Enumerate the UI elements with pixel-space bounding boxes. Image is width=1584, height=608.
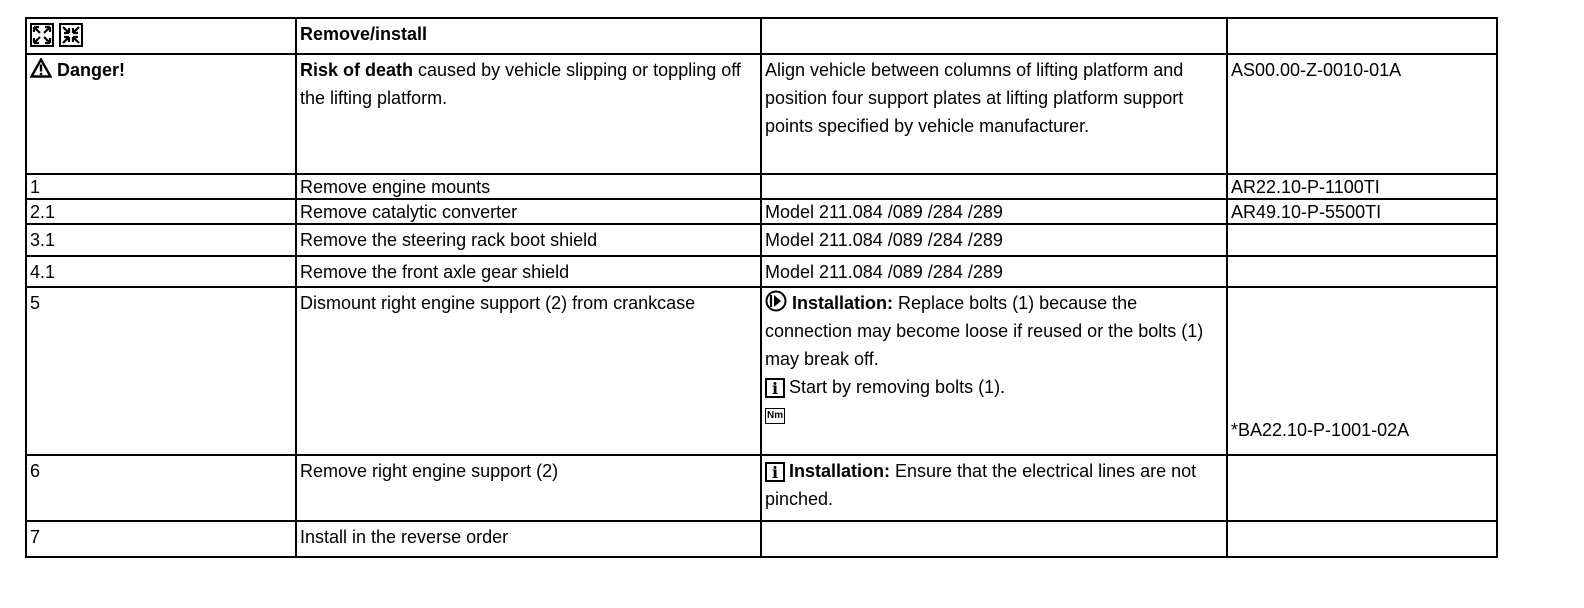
danger-risk-cell: [296, 54, 761, 174]
table-row: [26, 287, 1497, 455]
step-task: Dismount right engine support (2) from crankcase: [296, 287, 761, 455]
info-icon: i: [765, 378, 785, 398]
step-ref: AR49.10-P-5500TI: [1227, 199, 1497, 224]
info-icon: i: [765, 462, 785, 482]
table-row: [26, 256, 1497, 287]
expand-arrows-icon: [30, 23, 54, 47]
installation-label: Installation:: [789, 461, 891, 481]
table-row: [26, 224, 1497, 256]
step-number: 5: [26, 287, 296, 455]
danger-instruction: Align vehicle between columns of lifting platform and position four support plates at lifting platform support points specified by vehicle manufacturer.: [761, 54, 1227, 174]
installation-label: Installation:: [792, 293, 894, 313]
step-ref: [1227, 455, 1497, 521]
step-note: Model 211.084 /089 /284 /289: [761, 256, 1227, 287]
collapse-arrows-icon: [59, 23, 83, 47]
step-task: Remove the steering rack boot shield: [296, 224, 761, 256]
step-number: 2.1: [26, 199, 296, 224]
danger-cell: [26, 54, 296, 174]
installation-text: Replace bolts (1) because the connection may become loose if reused or the bolts (1) may break off.: [765, 293, 1204, 369]
info-text: Start by removing bolts (1).: [789, 377, 1006, 397]
step-number: 3.1: [26, 224, 296, 256]
danger-label: Danger!: [57, 60, 126, 80]
step-note: Model 211.084 /089 /284 /289: [761, 199, 1227, 224]
danger-ref: AS00.00-Z-0010-01A: [1227, 54, 1497, 174]
table-row: [26, 199, 1497, 224]
procedure-table: [25, 17, 1498, 558]
header-title: Remove/install: [296, 18, 761, 54]
step-number: 6: [26, 455, 296, 521]
risk-bold: Risk of death: [300, 60, 414, 80]
table-row: [26, 174, 1497, 199]
step-number: 1: [26, 174, 296, 199]
installation-text: Ensure that the electrical lines are not pinched.: [765, 461, 1197, 509]
step-task: Remove the front axle gear shield: [296, 256, 761, 287]
step-note: [761, 287, 1227, 455]
step-note: [761, 521, 1227, 557]
header-row: [26, 18, 1497, 54]
header-empty-2: [1227, 18, 1497, 54]
torque-nm-icon: Nm: [765, 408, 785, 424]
step-number: 7: [26, 521, 296, 557]
step-task: Remove engine mounts: [296, 174, 761, 199]
step-note: Model 211.084 /089 /284 /289: [761, 224, 1227, 256]
table-row: [26, 521, 1497, 557]
step-ref: [1227, 256, 1497, 287]
step-task: Remove right engine support (2): [296, 455, 761, 521]
step-note: [761, 455, 1227, 521]
step-note: [761, 174, 1227, 199]
danger-row: [26, 54, 1497, 174]
header-icons-cell: [26, 18, 296, 54]
table-row: [26, 455, 1497, 521]
step-number: 4.1: [26, 256, 296, 287]
step-task: Remove catalytic converter: [296, 199, 761, 224]
step-ref: [1227, 521, 1497, 557]
risk-text: caused by vehicle slipping or toppling off the lifting platform.: [300, 60, 741, 108]
step-task: Install in the reverse order: [296, 521, 761, 557]
step-ref-cell: [1227, 287, 1497, 455]
step-ref: [1227, 224, 1497, 256]
header-empty-1: [761, 18, 1227, 54]
step-ref: AR22.10-P-1100TI: [1227, 174, 1497, 199]
step-ref: *BA22.10-P-1001-02A: [1231, 420, 1410, 440]
warning-triangle-icon: [30, 58, 52, 78]
installation-icon: [765, 290, 787, 312]
